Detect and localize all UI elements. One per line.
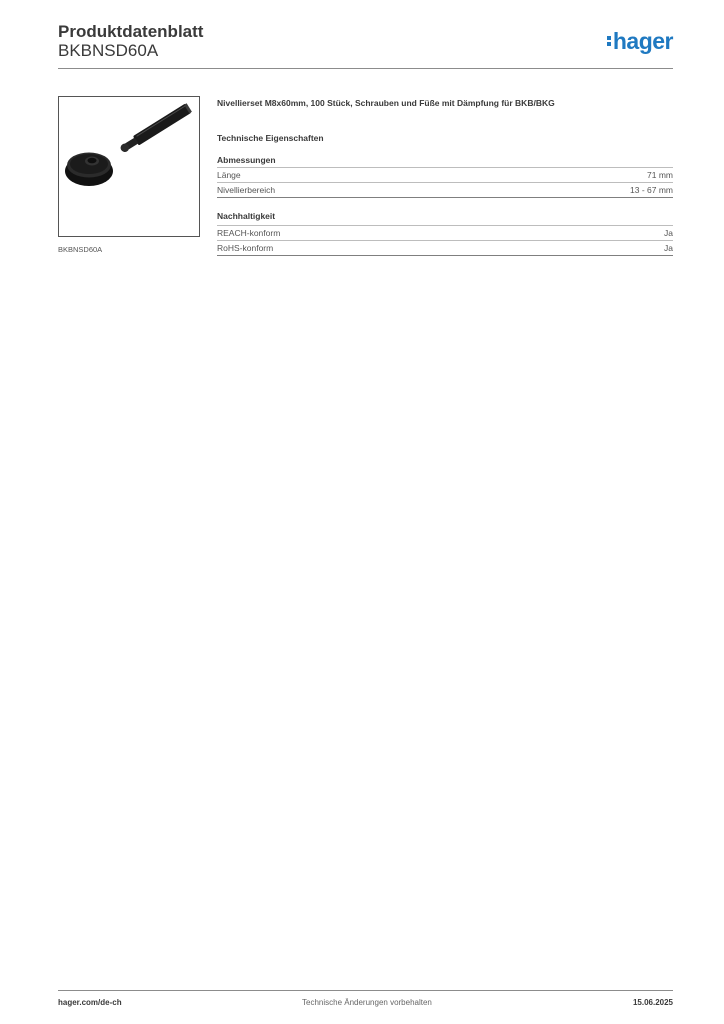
footer-notice: Technische Änderungen vorbehalten [302,998,432,1007]
property-label: Nivellierbereich [217,185,276,195]
logo-dots-icon [607,34,611,48]
section-title-dimensions: Abmessungen [217,155,276,165]
product-details [217,96,673,256]
product-image [58,96,200,237]
footer-divider [58,990,673,991]
property-label: RoHS-konform [217,243,274,253]
leveling-foot-screw-icon [59,97,199,236]
image-caption: BKBNSD60A [58,245,103,254]
document-title: Produktdatenblatt [58,22,204,41]
property-row [217,182,673,198]
footer-website-link[interactable]: hager.com/de-ch [58,998,122,1007]
product-description: Nivellierset M8x60mm, 100 Stück, Schrauben und Füße mit Dämpfung für BKB/BKG [217,98,555,108]
property-row [217,240,673,256]
logo-text: hager [612,28,673,54]
property-value: Ja [664,228,673,238]
property-value: 13 - 67 mm [630,185,673,195]
page-header [58,20,673,70]
property-label: Länge [217,170,241,180]
product-code: BKBNSD60A [58,41,159,60]
property-label: REACH-konform [217,228,281,238]
property-value: 71 mm [647,170,673,180]
property-value: Ja [664,243,673,253]
property-row [217,225,673,240]
footer-date: 15.06.2025 [632,998,673,1007]
section-title-sustainability: Nachhaltigkeit [217,211,276,221]
property-row [217,167,673,182]
technical-properties-heading: Technische Eigenschaften [217,133,324,143]
hager-logo [607,28,673,55]
header-divider [58,68,673,69]
